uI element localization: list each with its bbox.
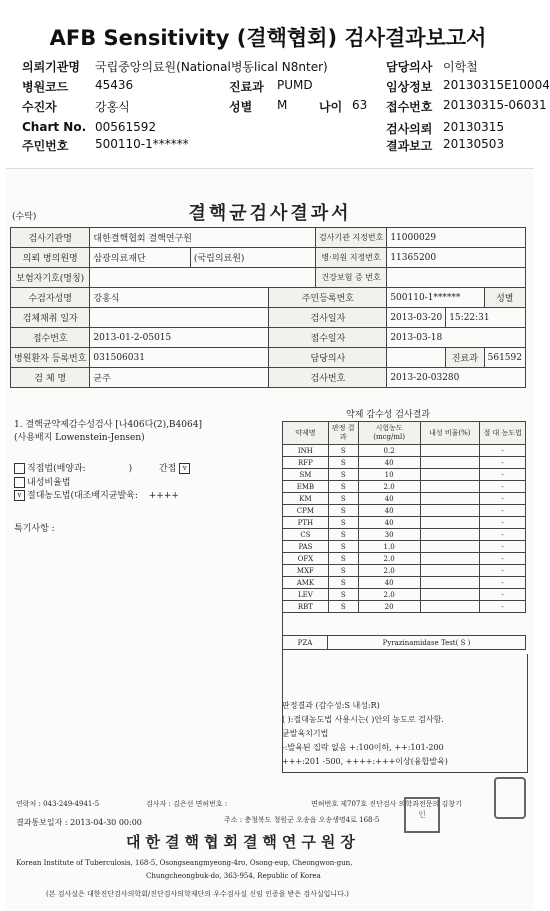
form-label: 보험자기호(명칭) [11, 268, 90, 288]
form-row [11, 308, 526, 328]
test-name: 1. 결핵균약제감수성검사 [나406다(2),B4064] [14, 420, 202, 430]
drug-cell: - [480, 505, 526, 517]
drug-row [283, 553, 526, 565]
drug-cell: S [328, 469, 358, 481]
form-label: 검사기관 지정번호 [315, 228, 386, 248]
drug-cell: S [328, 529, 358, 541]
drug-cell: OFX [283, 553, 329, 565]
header-label: 임상정보 [386, 80, 433, 94]
absolute-method-line [14, 488, 179, 501]
indirect-label: 간접 [158, 464, 177, 474]
drug-cell: - [480, 529, 526, 541]
drug-cell: - [480, 481, 526, 493]
form-label: 건강보험 증 번호 [315, 268, 386, 288]
header-value: 20130315 [443, 120, 505, 134]
drug-header-row [283, 422, 526, 445]
drug-cell [420, 493, 480, 505]
drug-cell [420, 457, 480, 469]
form-value: 561592 [484, 348, 525, 368]
form-row [11, 348, 526, 368]
drug-cell [420, 565, 480, 577]
drug-row [283, 517, 526, 529]
drug-head-cell: 시험농도 (mcg/ml) [358, 422, 420, 445]
header-value: 20130503 [443, 137, 505, 151]
drug-row [283, 445, 526, 457]
header-value: 국립중앙의료원(National병동lical N8nter) [95, 60, 328, 74]
form-row [11, 368, 526, 388]
header-label: 의뢰기관명 [22, 60, 80, 74]
drug-cell: S [328, 589, 358, 601]
form-value: 2013-03-20 [387, 308, 446, 328]
drug-cell [420, 517, 480, 529]
header-value: PUMD [277, 78, 313, 92]
drug-cell [420, 589, 480, 601]
header-label: 주민번호 [22, 139, 69, 153]
form-value [387, 268, 526, 288]
header-value: 강홍식 [95, 100, 130, 114]
drug-cell: - [480, 457, 526, 469]
culture-media: (사용배지 Lowenstein-Jensen) [14, 433, 145, 443]
form-value: 500110-1****** [387, 288, 484, 308]
drug-cell [420, 445, 480, 457]
resist-method-line [14, 475, 70, 488]
pza-drug: PZA [283, 636, 328, 650]
drug-cell: 30 [358, 529, 420, 541]
drug-cell: EMB [283, 481, 329, 493]
pza-row [283, 636, 526, 650]
note-line: -:발육된 집락 없음 +:100이하, ++:101-200 [282, 743, 444, 752]
form-label: 검 체 명 [11, 368, 90, 388]
form-label: 의뢰 병의원명 [11, 248, 90, 268]
drug-row [283, 505, 526, 517]
patient-info-table [10, 227, 526, 388]
paren-close: ) [128, 464, 133, 474]
header-label: Chart No. [22, 120, 87, 134]
drug-cell: MXF [283, 565, 329, 577]
drug-cell: S [328, 541, 358, 553]
header-value: 500110-1****** [95, 137, 189, 151]
drug-cell: - [480, 565, 526, 577]
drug-cell: 10 [358, 469, 420, 481]
form-label: 검사기관명 [11, 228, 90, 248]
drug-cell [420, 529, 480, 541]
form-label: 검사번호 [269, 368, 387, 388]
form-label: 진료과 [446, 348, 484, 368]
drug-row [283, 601, 526, 613]
form-label: 검체채취 일자 [11, 308, 90, 328]
form-value: 15:22:31 [446, 308, 526, 328]
note-line: 균발육치기법 [282, 729, 329, 738]
form-value [90, 308, 269, 328]
direct-method-line [14, 461, 192, 474]
form-value: 2013-01-2-05015 [90, 328, 269, 348]
drug-row [283, 565, 526, 577]
form-value: 균주 [90, 368, 269, 388]
header-label: 결과보고 [386, 139, 433, 153]
drug-cell: 40 [358, 457, 420, 469]
header-value: 45436 [95, 78, 134, 92]
drug-cell: - [480, 493, 526, 505]
pza-result: Pyrazinamidase Test( S ) [328, 636, 526, 650]
drug-cell: KM [283, 493, 329, 505]
form-value: 11365200 [387, 248, 526, 268]
drug-cell [420, 541, 480, 553]
accreditation-note: (본 검사실은 대한진단검사의학회/진단검사의학재단의 우수검사실 신임 인증을 받은 검사실입니다.) [46, 890, 349, 898]
drug-cell: PAS [283, 541, 329, 553]
header-label: 담당의사 [386, 60, 433, 74]
form-row [11, 268, 526, 288]
resist-checkbox [14, 477, 25, 488]
growth-value: ++++ [148, 491, 179, 501]
drug-cell: 40 [358, 577, 420, 589]
header-label: 성별 [229, 100, 253, 114]
header-label: 나이 [319, 100, 343, 114]
form-label: 주민등록번호 [269, 288, 387, 308]
header-value: 63 [352, 98, 368, 112]
header-value: 00561592 [95, 120, 157, 134]
form-label: 병·의원 지정번호 [315, 248, 386, 268]
absolute-label: 절대농도법(대조배지균발육: [27, 491, 138, 501]
drug-cell [420, 505, 480, 517]
drug-cell: - [480, 445, 526, 457]
drug-cell: CPM [283, 505, 329, 517]
drug-cell [420, 577, 480, 589]
drug-row [283, 469, 526, 481]
header-value: 20130315E10004 [443, 78, 550, 92]
header-value: M [277, 98, 288, 112]
consignment-tag: (수탁) [12, 212, 37, 222]
form-label: 성별 [484, 288, 525, 308]
inspector-info: 검사자 : 김은선 면허번호 : [146, 800, 228, 808]
drug-cell: S [328, 493, 358, 505]
scanned-report [6, 168, 534, 909]
form-label: 검사일자 [269, 308, 387, 328]
drug-row [283, 457, 526, 469]
drug-cell: - [480, 517, 526, 529]
license-info: 면허번호 제707호 진단검사 의학과전문의 김창기 [311, 800, 462, 808]
certification-stamp [494, 777, 526, 819]
drug-cell: S [328, 505, 358, 517]
form-label: 접수번호 [11, 328, 90, 348]
drug-cell: S [328, 565, 358, 577]
drug-head-cell: 판정 결과 [328, 422, 358, 445]
drug-cell: S [328, 457, 358, 469]
drug-row [283, 577, 526, 589]
drug-cell: RBT [283, 601, 329, 613]
organization-name: 대한결핵협회결핵연구원장 [126, 833, 360, 851]
report-date: 결과통보일자 : 2013-04-30 00:00 [16, 818, 142, 827]
form-row [11, 288, 526, 308]
drug-cell: - [480, 469, 526, 481]
header-label: 병원코드 [22, 80, 69, 94]
drug-cell: RFP [283, 457, 329, 469]
drug-cell: 2.0 [358, 589, 420, 601]
note-line: ( ):절대농도법 사용시는( )안의 농도로 검사함. [282, 715, 444, 724]
drug-cell: CS [283, 529, 329, 541]
absolute-checkbox: v [14, 490, 25, 501]
drug-cell [420, 601, 480, 613]
note-line: 판정결과 (감수성:S 내성:R) [282, 701, 380, 710]
form-label: 병원환자 등록번호 [11, 348, 90, 368]
form-row [11, 248, 526, 268]
form-value: 대한결핵협회 결핵연구원 [90, 228, 316, 248]
drug-cell: AMK [283, 577, 329, 589]
drug-cell: 2.0 [358, 565, 420, 577]
drug-table-title: 약제 감수성 검사결과 [346, 410, 430, 420]
drug-cell: 2.0 [358, 553, 420, 565]
drug-cell: S [328, 445, 358, 457]
form-row [11, 328, 526, 348]
form-label: 수검자성명 [11, 288, 90, 308]
org-address: 주소 : 충청북도 청원군 오송읍 오송생명4로 168-5 [224, 816, 380, 824]
drug-row [283, 481, 526, 493]
drug-cell: - [480, 601, 526, 613]
header-value: 이학철 [443, 60, 478, 74]
drug-cell: 40 [358, 505, 420, 517]
form-value [387, 348, 446, 368]
header-value: 20130315-06031 [443, 98, 547, 112]
form-value: 강홍식 [90, 288, 269, 308]
form-value [90, 268, 316, 288]
drug-cell: - [480, 589, 526, 601]
header-label: 접수번호 [386, 100, 433, 114]
english-address-line2: Chungcheongbuk-do, 363-954, Republic of Korea [146, 872, 321, 880]
drug-row [283, 589, 526, 601]
drug-cell: INH [283, 445, 329, 457]
drug-cell: S [328, 553, 358, 565]
scan-title: 결핵균검사결과서 [188, 203, 352, 224]
drug-cell [420, 469, 480, 481]
direct-label: 직접법(배양과: [27, 464, 86, 474]
section-border [282, 654, 528, 773]
form-row [11, 228, 526, 248]
drug-cell: S [328, 577, 358, 589]
drug-cell: LEV [283, 589, 329, 601]
drug-cell: 0.2 [358, 445, 420, 457]
drug-cell: 1.0 [358, 541, 420, 553]
form-label: 접수일자 [269, 328, 387, 348]
contact-info: 연락처 : 043-249-4941-5 [16, 800, 100, 808]
drug-cell: S [328, 481, 358, 493]
drug-row [283, 529, 526, 541]
column-divider [282, 421, 283, 654]
pza-table [282, 635, 526, 650]
form-value: 031506031 [90, 348, 269, 368]
drug-cell [420, 481, 480, 493]
drug-row [283, 541, 526, 553]
header-label: 검사의뢰 [386, 122, 433, 136]
form-value: 11000029 [387, 228, 526, 248]
drug-cell: - [480, 577, 526, 589]
note-line: +++:201 -500, ++++:+++이상(융합발육) [282, 757, 448, 766]
official-seal: 인 [404, 797, 440, 833]
special-notes-label: 특기사항 : [14, 524, 55, 534]
form-value: 삼광의료재단 [90, 248, 191, 268]
drug-cell: - [480, 553, 526, 565]
drug-row [283, 493, 526, 505]
drug-cell: 40 [358, 517, 420, 529]
report-title: AFB Sensitivity (결핵협회) 검사결과보고서 [49, 26, 487, 50]
indirect-checkbox: v [179, 463, 190, 474]
drug-cell: 20 [358, 601, 420, 613]
drug-cell: S [328, 517, 358, 529]
header-label: 수진자 [22, 100, 57, 114]
drug-cell: PTH [283, 517, 329, 529]
english-address-line1: Korean Institute of Tuberculosis, 168-5, Osongseangmyeong-4ro, Osong-eup, Cheongwon-gun, [16, 859, 353, 867]
drug-cell: SM [283, 469, 329, 481]
drug-head-cell: 내성 비율(%) [420, 422, 480, 445]
drug-cell [420, 553, 480, 565]
resist-label: 내성비율법 [27, 478, 71, 488]
form-value: 2013-20-03280 [387, 368, 526, 388]
direct-checkbox [14, 463, 25, 474]
header-label: 진료과 [229, 80, 264, 94]
drug-cell: 40 [358, 493, 420, 505]
drug-cell: S [328, 601, 358, 613]
form-label: 담당의사 [269, 348, 387, 368]
drug-cell: - [480, 541, 526, 553]
form-value: (국립의료원) [190, 248, 315, 268]
form-value: 2013-03-18 [387, 328, 526, 348]
drug-cell: 2.0 [358, 481, 420, 493]
drug-sensitivity-table [282, 421, 526, 613]
drug-head-cell: 절 대 농도법 [480, 422, 526, 445]
drug-head-cell: 약제명 [283, 422, 329, 445]
